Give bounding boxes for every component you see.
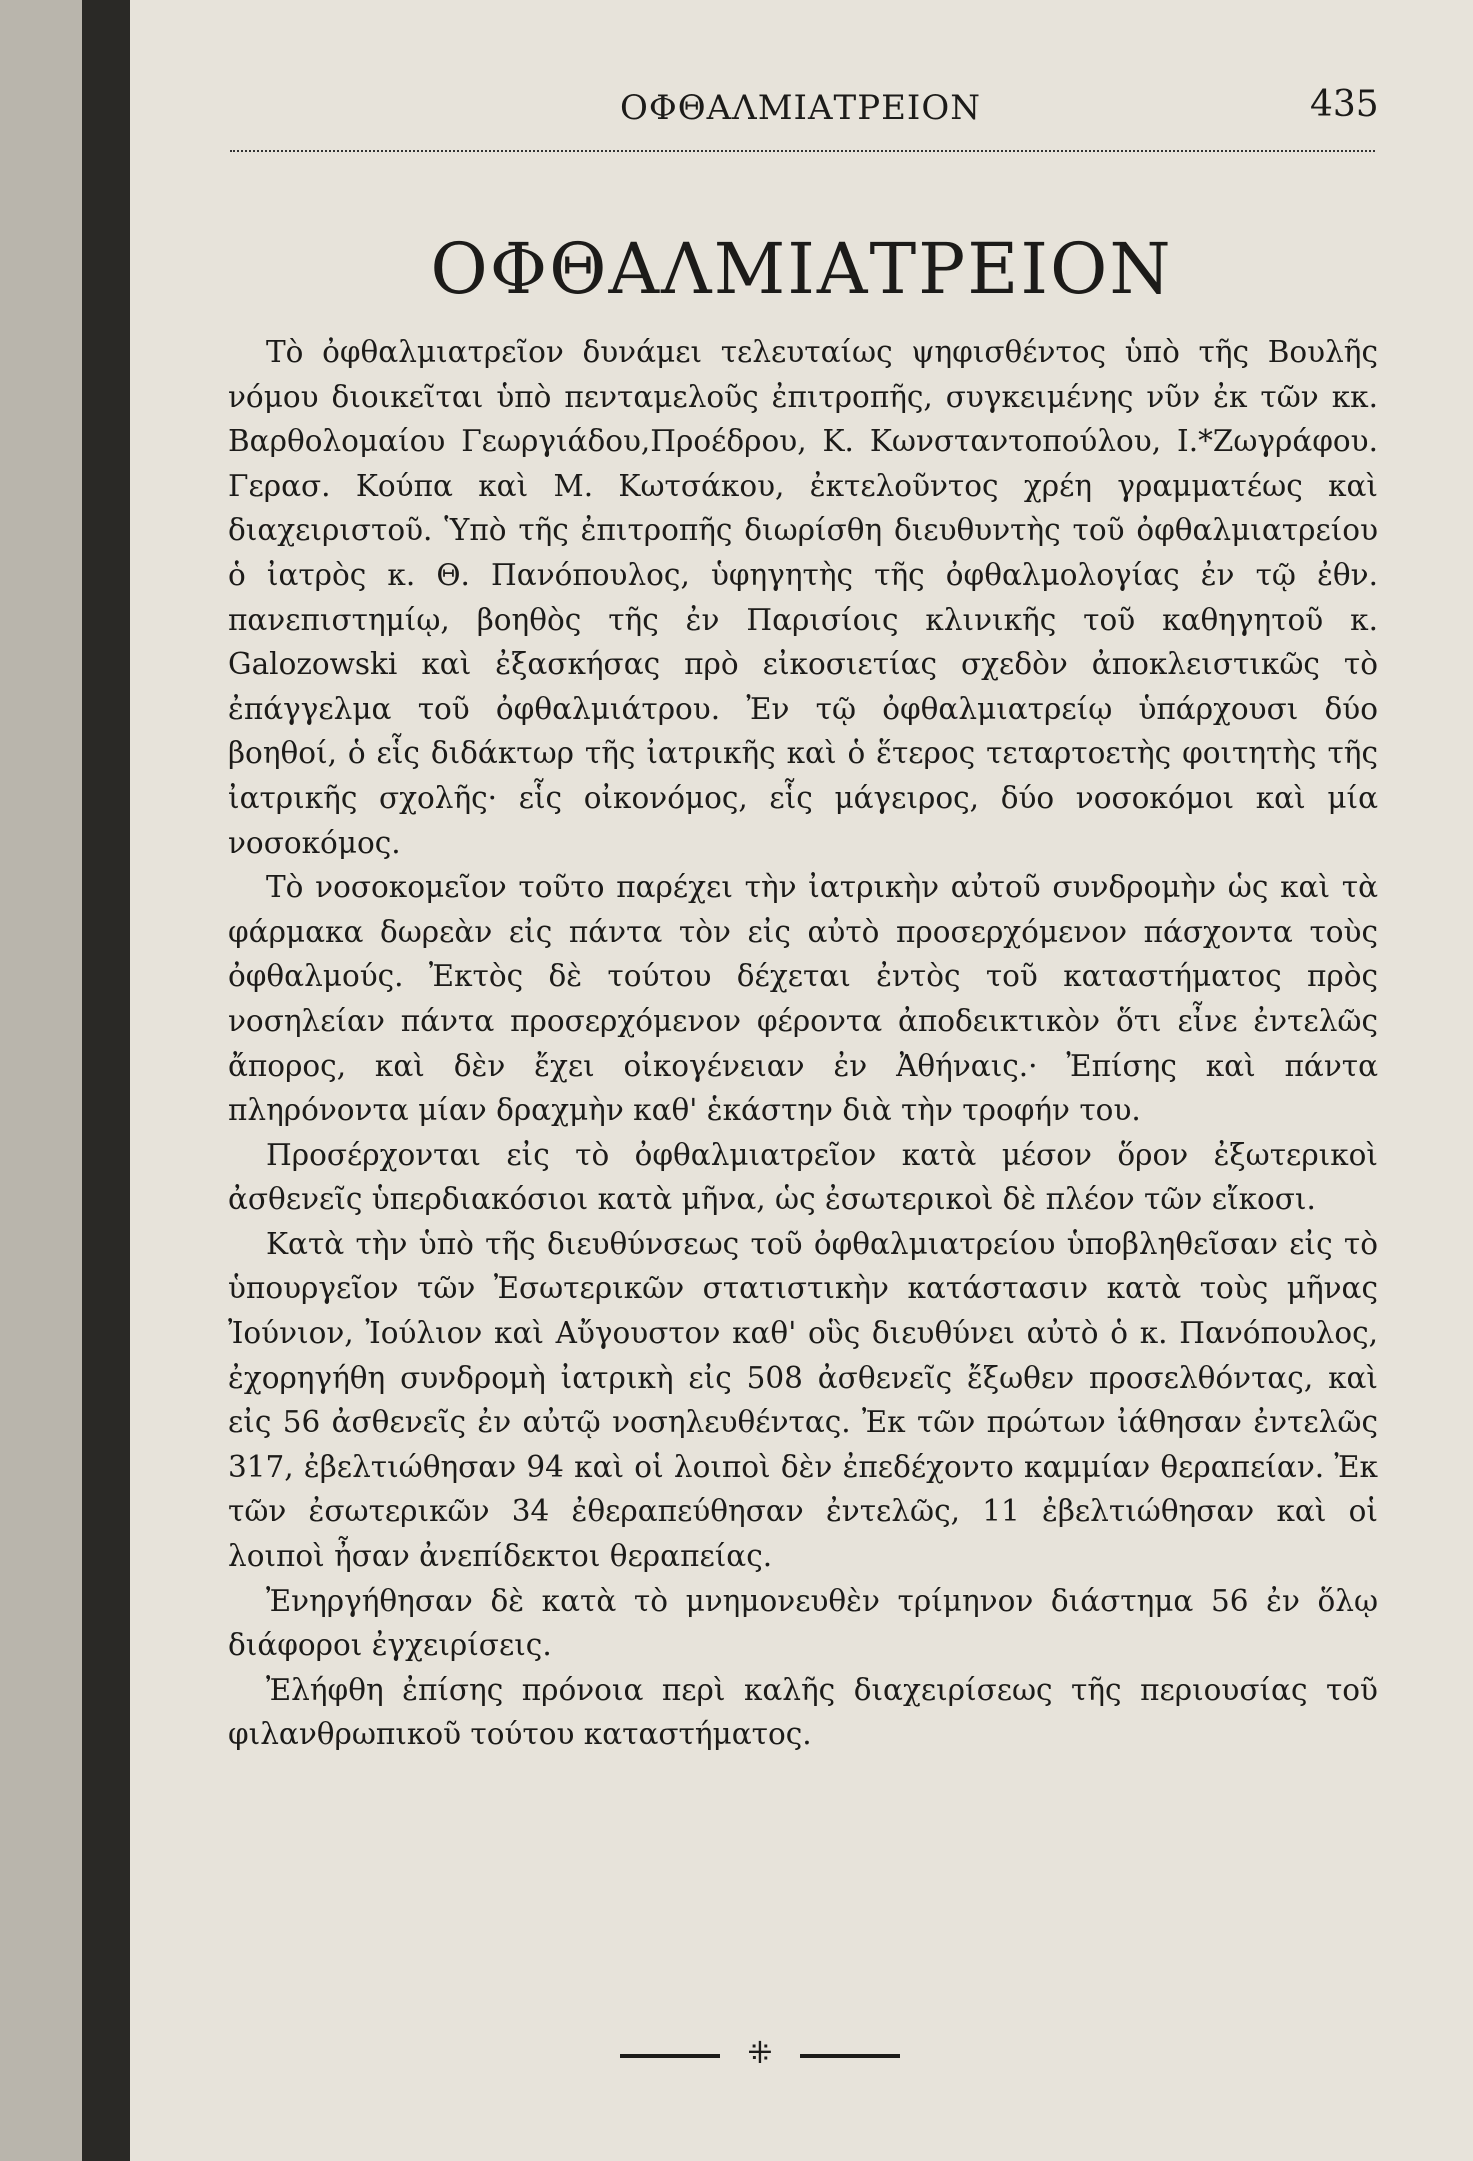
paragraph-2: Τὸ νοσοκομεῖον τοῦτο παρέχει τὴν ἰατρικὴν αὐτοῦ συνδρομὴν ὡς καὶ τὰ φάρμακα δωρεὰν εἰς πάντα τὸν εἰς αὐτὸ προσερχόμενον πάσχοντα τοὺς ὀφθαλμούς. Ἐκτὸς δὲ τούτου δέχεται ἐντὸς τοῦ καταστήματος πρὸς νοσηλείαν πάντα προσερχόμενον φέροντα ἀποδεικτικὸν ὅτι εἶνε ἐντελῶς ἄπορος, καὶ δὲν ἔχει οἰκογένειαν ἐν Ἀθήναις.· Ἐπίσης καὶ πάντα πληρόνοντα μίαν δραχμὴν καθ' ἑκάστην διὰ τὴν τροφήν του. (228, 870, 1378, 1128)
book-gutter (82, 0, 130, 2161)
ornament-line-right (800, 2054, 900, 2058)
paragraph-6: Ἐλήφθη ἐπίσης πρόνοια περὶ καλῆς διαχειρίσεως τῆς περιουσίας τοῦ φιλανθρωπικοῦ τούτου καταστήματος. (228, 1672, 1378, 1752)
ornament-line-left (620, 2054, 720, 2058)
paragraph-3: Προσέρχονται εἰς τὸ ὀφθαλμιατρεῖον κατὰ μέσον ὅρον ἐξωτερικοὶ ἀσθενεῖς ὑπερδιακόσιοι κατὰ μῆνα, ὡς ἐσωτερικοὶ δὲ πλέον τῶν εἴκοσι. (228, 1137, 1378, 1217)
body-text (228, 330, 1378, 1757)
book-page (130, 0, 1473, 2161)
section-title: ΟΦΘΑΛΜΙΑΤΡΕΙΟΝ (430, 228, 1173, 310)
ornament-icon: ⁜ (747, 2036, 773, 2071)
paragraph-1: Τὸ ὀφθαλμιατρεῖον δυνάμει τελευταίως ψηφισθέντος ὑπὸ τῆς Βουλῆς νόμου διοικεῖται ὑπὸ πενταμελοῦς ἐπιτροπῆς, συγκειμένης νῦν ἐκ τῶν κκ. Βαρθολομαίου Γεωργιάδου,Προέδρου, Κ. Κωνσταντοπούλου, Ι.*Ζωγράφου. Γερασ. Κούπα καὶ Μ. Κωτσάκου, ἐκτελοῦντος χρέη γραμματέως καὶ διαχειριστοῦ. Ὑπὸ τῆς ἐπιτροπῆς διωρίσθη διευθυντὴς τοῦ ὀφθαλμιατρείου ὁ ἰατρὸς κ. Θ. Πανόπουλος, ὑφηγητὴς τῆς ὀφθαλμολογίας ἐν τῷ ἐθν. πανεπιστημίῳ, βοηθὸς τῆς ἐν Παρισίοις κλινικῆς τοῦ καθηγητοῦ κ. Galozowski καὶ ἐξασκήσας πρὸ εἰκοσιετίας σχεδὸν ἀποκλειστικῶς τὸ ἐπάγγελμα τοῦ ὀφθαλμιάτρου. Ἐν τῷ ὀφθαλμιατρείῳ ὑπάρχουσι δύο βοηθοί, ὁ εἷς διδάκτωρ τῆς ἰατρικῆς καὶ ὁ ἕτερος τεταρτοετὴς φοιτητὴς τῆς ἰατρικῆς σχολῆς· εἷς οἰκονόμος, εἷς μάγειρος, δύο νοσοκόμοι καὶ μία νοσοκόμος. (228, 335, 1378, 860)
running-head: ΟΦΘΑΛΜΙΑΤΡΕΙΟΝ (620, 88, 981, 128)
end-ornament (620, 2036, 900, 2071)
facing-page-edge (0, 0, 82, 2161)
header-rule (230, 150, 1375, 152)
paragraph-4: Κατὰ τὴν ὑπὸ τῆς διευθύνσεως τοῦ ὀφθαλμιατρείου ὑποβληθεῖσαν εἰς τὸ ὑπουργεῖον τῶν Ἐσωτερικῶν στατιστικὴν κατάστασιν κατὰ τοὺς μῆνας Ἰούνιον, Ἰούλιον καὶ Αὔγουστον καθ' οὓς διευθύνει αὐτὸ ὁ κ. Πανόπουλος, ἐχορηγήθη συνδρομὴ ἰατρικὴ εἰς 508 ἀσθενεῖς ἔξωθεν προσελθόντας, καὶ εἰς 56 ἀσθενεῖς ἐν αὐτῷ νοσηλευθέντας. Ἐκ τῶν πρώτων ἰάθησαν ἐντελῶς 317, ἐβελτιώθησαν 94 καὶ οἱ λοιποὶ δὲν ἐπεδέχοντο καμμίαν θεραπείαν. Ἐκ τῶν ἐσωτερικῶν 34 ἐθεραπεύθησαν ἐντελῶς, 11 ἐβελτιώθησαν καὶ οἱ λοιποὶ ἦσαν ἀνεπίδεκτοι θεραπείας. (228, 1226, 1378, 1574)
page-number: 435 (1310, 84, 1379, 125)
paragraph-5: Ἐνηργήθησαν δὲ κατὰ τὸ μνημονευθὲν τρίμηνον διάστημα 56 ἐν ὅλῳ διάφοροι ἐγχειρίσεις. (228, 1583, 1378, 1663)
